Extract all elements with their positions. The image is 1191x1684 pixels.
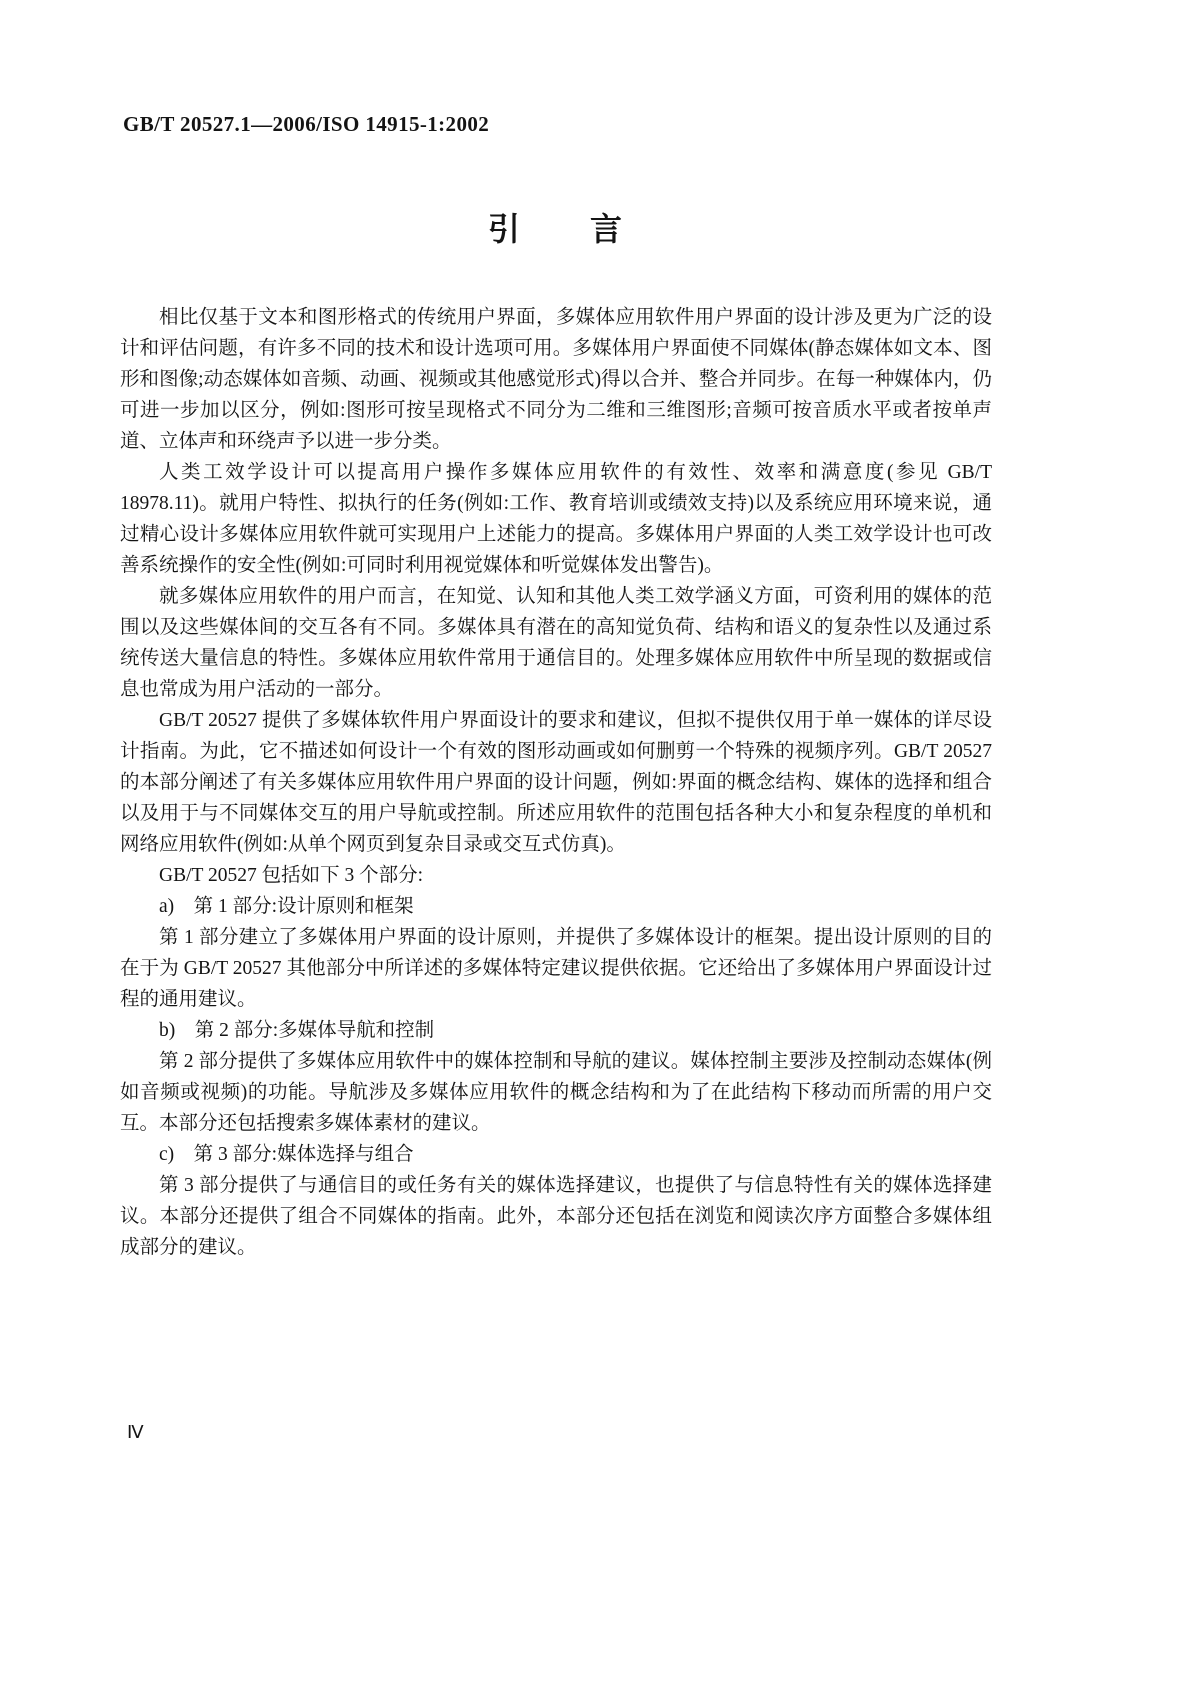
paragraph-intro-1: 相比仅基于文本和图形格式的传统用户界面，多媒体应用软件用户界面的设计涉及更为广泛的设计和评估问题，有许多不同的技术和设计选项可用。多媒体用户界面使不同媒体(静态媒体如文本、图形和图像;动态媒体如音频、动画、视频或其他感觉形式)得以合并、整合并同步。在每一种媒体内，仍可进一步加以区分，例如:图形可按呈现格式不同分为二维和三维图形;音频可按音质水平或者按单声道、立体声和环绕声予以进一步分类。 <box>120 307 992 452</box>
list-item-part-3: c) 第 3 部分:媒体选择与组合 <box>159 1144 414 1165</box>
document-number: GB/T 20527.1—2006/ISO 14915-1:2002 <box>123 112 490 136</box>
paragraph-part-2-description: 第 2 部分提供了多媒体应用软件中的媒体控制和导航的建议。媒体控制主要涉及控制动态媒体(例如音频或视频)的功能。导航涉及多媒体应用软件的概念结构和为了在此结构下移动而所需的用户交互。本部分还包括搜索多媒体素材的建议。 <box>120 1051 992 1134</box>
paragraph-part-3-description: 第 3 部分提供了与通信目的或任务有关的媒体选择建议，也提供了与信息特性有关的媒体选择建议。本部分还提供了组合不同媒体的指南。此外，本部分还包括在浏览和阅读次序方面整合多媒体组成部分的建议。 <box>120 1175 992 1258</box>
document-body <box>120 302 992 1263</box>
list-item-part-1: a) 第 1 部分:设计原则和框架 <box>159 896 414 917</box>
paragraph-intro-4: GB/T 20527 提供了多媒体软件用户界面设计的要求和建议，但拟不提供仅用于单一媒体的详尽设计指南。为此，它不描述如何设计一个有效的图形动画或如何删剪一个特殊的视频序列。GB/T 20527 的本部分阐述了有关多媒体应用软件用户界面的设计问题，例如:界面的概念结构、媒体的选择和组合以及用于与不同媒体交互的用户导航或控制。所述应用软件的范围包括各种大小和复杂程度的单机和网络应用软件(例如:从单个网页到复杂目录或交互式仿真)。 <box>120 710 992 855</box>
list-item-part-2: b) 第 2 部分:多媒体导航和控制 <box>159 1020 435 1041</box>
paragraph-intro-3: 就多媒体应用软件的用户而言，在知觉、认知和其他人类工效学涵义方面，可资利用的媒体的范围以及这些媒体间的交互各有不同。多媒体具有潜在的高知觉负荷、结构和语义的复杂性以及通过系统传送大量信息的特性。多媒体应用软件常用于通信目的。处理多媒体应用软件中所呈现的数据或信息也常成为用户活动的一部分。 <box>120 586 992 700</box>
paragraph-part-1-description: 第 1 部分建立了多媒体用户界面的设计原则，并提供了多媒体设计的框架。提出设计原则的目的在于为 GB/T 20527 其他部分中所详述的多媒体特定建议提供依据。它还给出了多媒体用户界面设计过程的通用建议。 <box>120 927 992 1010</box>
paragraph-intro-2: 人类工效学设计可以提高用户操作多媒体应用软件的有效性、效率和满意度(参见 GB/T 18978.11)。就用户特性、拟执行的任务(例如:工作、教育培训或绩效支持)以及系统应用环境来说，通过精心设计多媒体应用软件就可实现用户上述能力的提高。多媒体用户界面的人类工效学设计也可改善系统操作的安全性(例如:可同时利用视觉媒体和听觉媒体发出警告)。 <box>120 462 992 576</box>
paragraph-parts-lead: GB/T 20527 包括如下 3 个部分: <box>159 865 423 886</box>
page-title: 引 言 <box>487 211 624 247</box>
page-number: Ⅳ <box>127 1422 144 1442</box>
